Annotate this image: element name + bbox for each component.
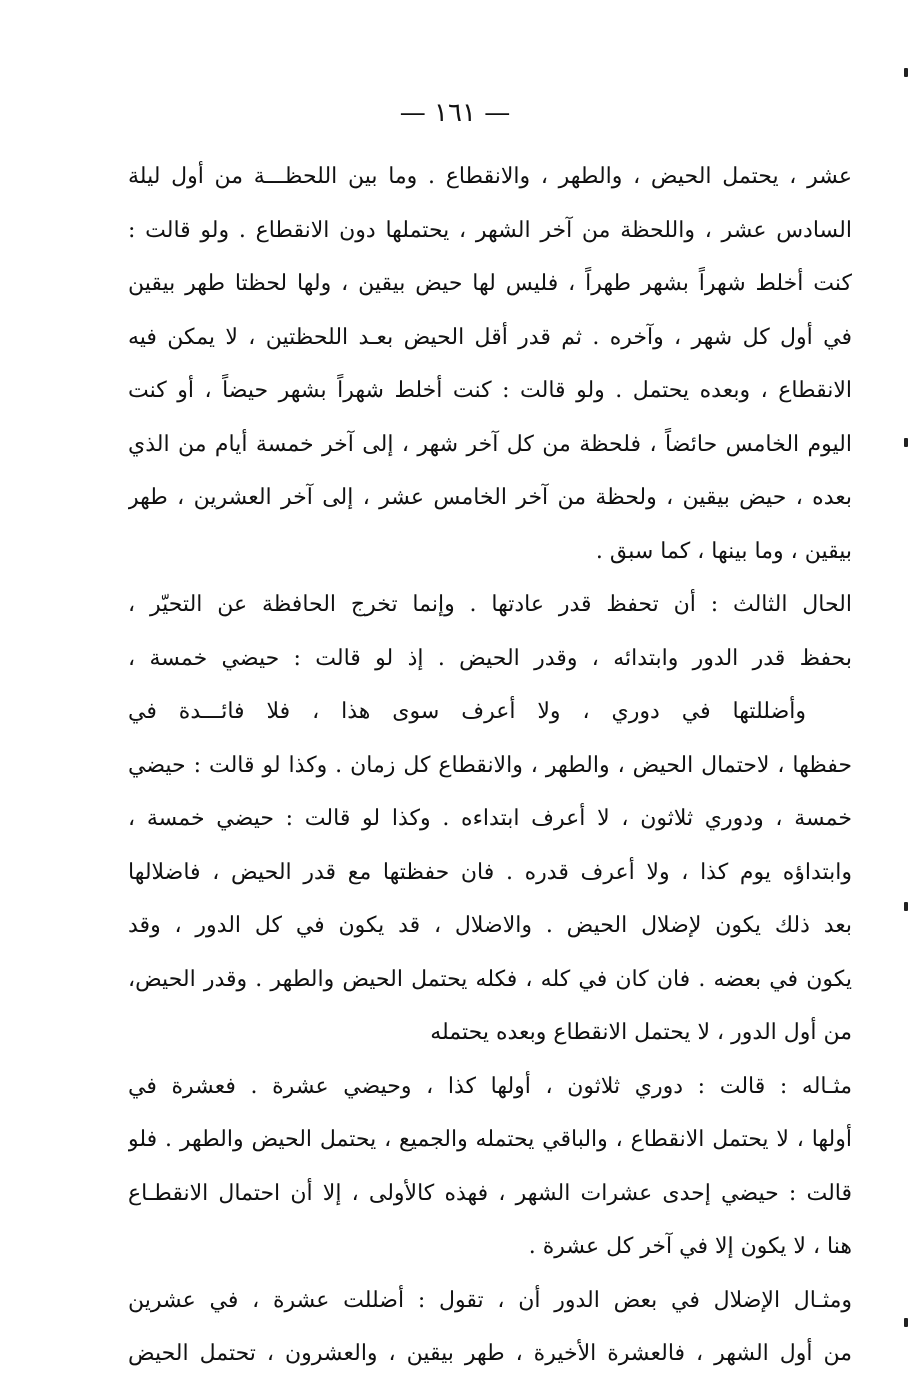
text-line: عشر ، يحتمل الحيض ، والطهر ، والانقطاع . وما بين اللحظـــة من أول ليلة [128,164,852,189]
scan-edge-mark [904,68,908,77]
text-line: خمسة ، ودوري ثلاثون ، لا أعرف ابتداءه . وكذا لو قالت : حيضي خمسة ، [128,806,852,831]
scan-edge-mark [904,902,908,911]
text-line: من أول الشهر ، فالعشرة الأخيرة ، طهر بيقين ، والعشرون ، تحتمل الحيض [128,1341,852,1366]
text-line: أولها ، لا يحتمل الانقطاع ، والباقي يحتمله والجميع ، يحتمل الحيض والطهر . فلو [128,1127,852,1152]
text-line: كنت أخلط شهراً بشهر طهراً ، فليس لها حيض بيقين ، ولها لحظتا طهر بيقين [128,271,852,296]
page-body-text [128,150,852,1381]
text-line: في أول كل شهر ، وآخره . ثم قدر أقل الحيض بعـد اللحظتين ، لا يمكن فيه [128,324,852,350]
page-number: — ١٦١ — [399,98,511,128]
text-line: بعده ، حيض بيقين ، ولحظة من آخر الخامس عشر ، إلى آخر العشرين ، طهر [128,485,852,510]
example-line: مثـاله : قالت : دوري ثلاثون ، أولها كذا ، وحيضي عشرة . فعشرة في [128,1073,852,1099]
text-line: اليوم الخامس حائضاً ، فلحظة من كل آخر شهر ، إلى آخر خمسة أيام من الذي [128,431,852,457]
example-line: ومثـال الإضلال في بعض الدور أن ، تقول : أضللت عشرة ، في عشرين [128,1287,852,1313]
paragraph-end-line: بيقين ، وما بينها ، كما سبق . [595,538,852,564]
scan-edge-mark [904,1318,908,1327]
text-line: وابتداؤه يوم كذا ، ولا أعرف قدره . فان حفظتها مع قدر الحيض ، فاضلالها [128,859,852,885]
paragraph-end-line: من أول الدور ، لا يحتمل الانقطاع وبعده يحتمله [430,1020,852,1045]
scan-edge-mark [904,438,908,447]
text-line: بعد ذلك يكون لإضلال الحيض . والاضلال ، قد يكون في كل الدور ، وقد [128,913,852,938]
text-line: بحفظ قدر الدور وابتدائه ، وقدر الحيض . إذ لو قالت : حيضي خمسة ، [128,645,852,671]
text-line: السادس عشر ، واللحظة من آخر الشهر ، يحتملها دون الانقطاع . ولو قالت : [128,217,852,243]
text-line: حفظها ، لاحتمال الحيض ، والطهر ، والانقطاع كل زمان . وكذا لو قالت : حيضي [128,752,852,778]
section-heading-line: الحال الثالث : أن تحفظ قدر عادتها . وإنما تخرج الحافظة عن التحيّر ، [128,592,852,617]
text-line: وأضللتها في دوري ، ولا أعرف سوى هذا ، فلا فائـــدة في [128,699,806,724]
text-line: قالت : حيضي إحدى عشرات الشهر ، فهذه كالأولى ، إلا أن احتمال الانقطـاع [128,1180,852,1206]
paragraph-end-line: هنا ، لا يكون إلا في آخر كل عشرة . [528,1234,852,1259]
text-line: الانقطاع ، وبعده يحتمل . ولو قالت : كنت أخلط شهراً بشهر حيضاً ، أو كنت [128,378,852,403]
text-line: يكون في بعضه . فان كان في كله ، فكله يحتمل الحيض والطهر . وقدر الحيض، [128,966,852,992]
